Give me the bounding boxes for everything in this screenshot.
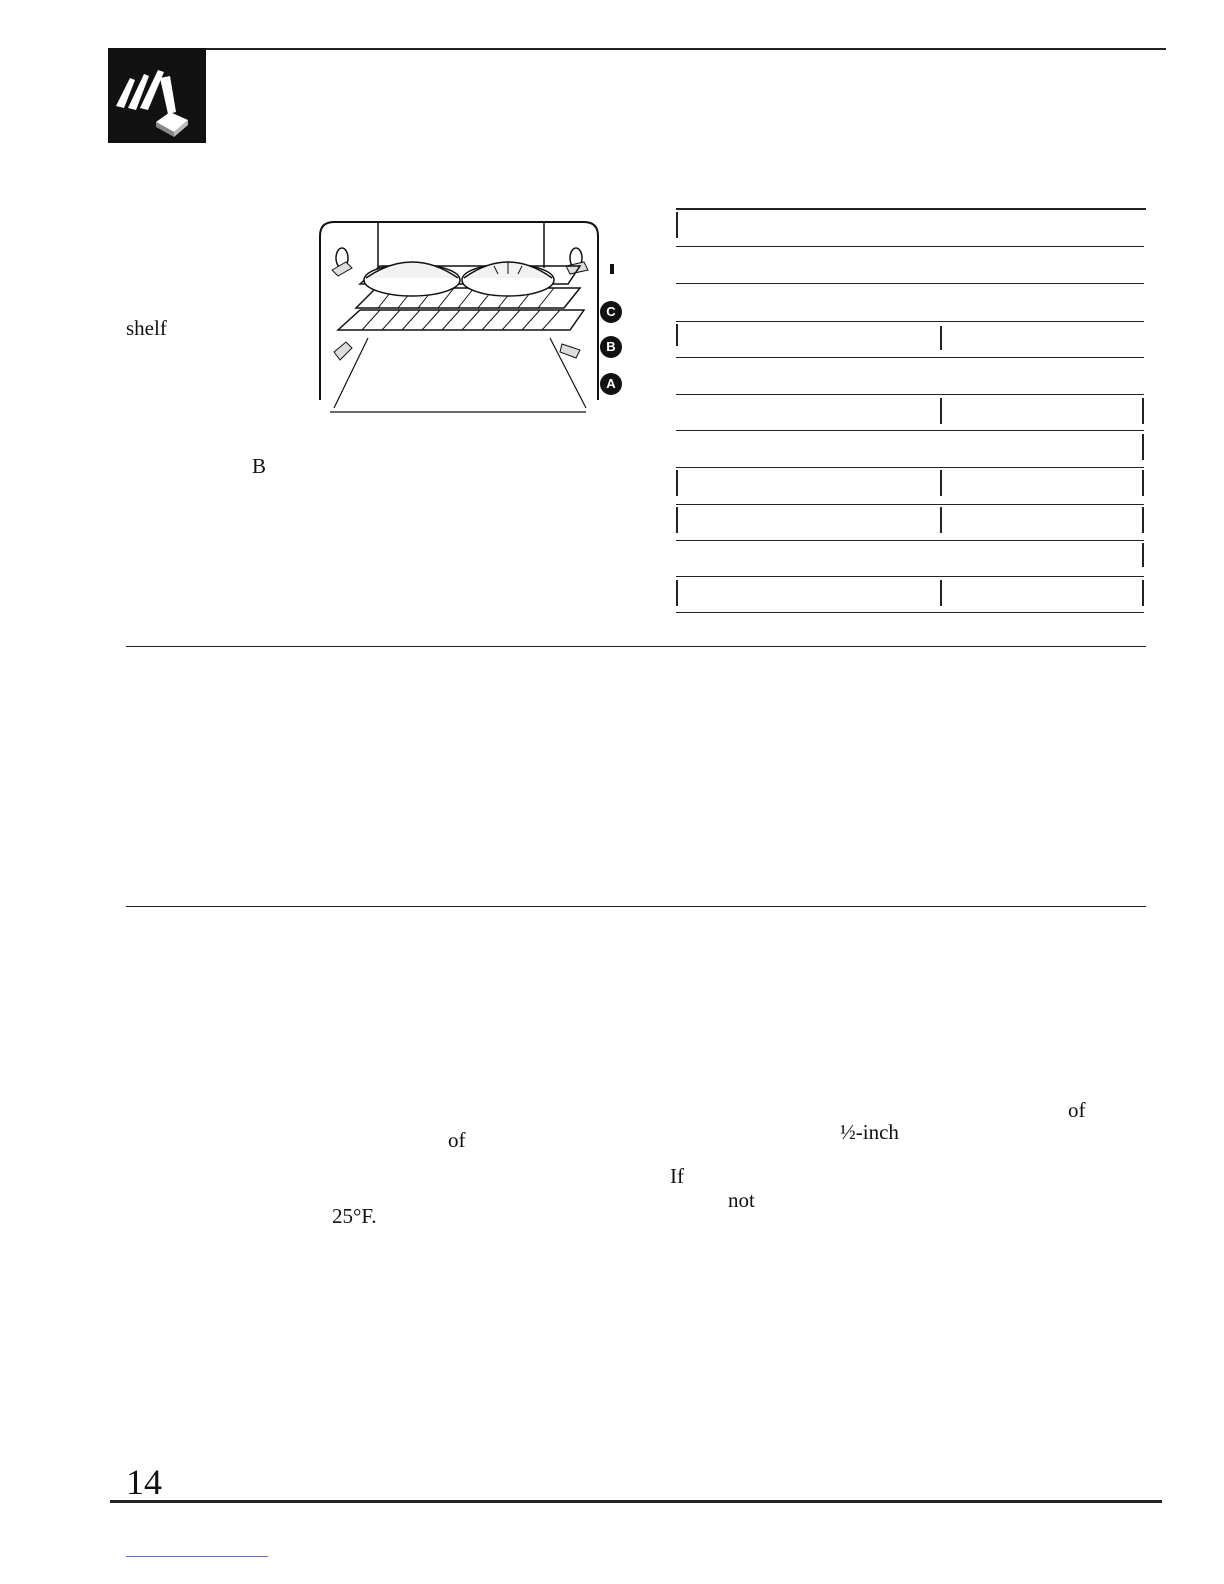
footer-link-underline [126, 1556, 268, 1557]
top-rule [206, 48, 1166, 50]
b-fragment: B [252, 454, 267, 478]
temperature-fragment: 25°F. [332, 1204, 377, 1228]
of-fragment: of [448, 1128, 466, 1152]
shelf-marker-b: B [600, 336, 622, 358]
if-fragment: If [670, 1164, 684, 1188]
section-divider [126, 646, 1146, 647]
shelf-marker-c: C [600, 301, 622, 323]
bottom-rule [110, 1500, 1162, 1503]
shelf-fragment: shelf [126, 316, 167, 340]
not-fragment: not [728, 1188, 755, 1212]
page-number: 14 [126, 1462, 162, 1502]
hand-pressing-button-icon [108, 48, 206, 143]
half-inch-fragment: ½-inch [840, 1120, 899, 1144]
oven-shelves-with-pies-icon [318, 218, 600, 414]
shelf-marker-a: A [600, 373, 622, 395]
of-fragment: of [1068, 1098, 1086, 1122]
section-divider [126, 906, 1146, 907]
shelf-marker-d [610, 264, 614, 274]
